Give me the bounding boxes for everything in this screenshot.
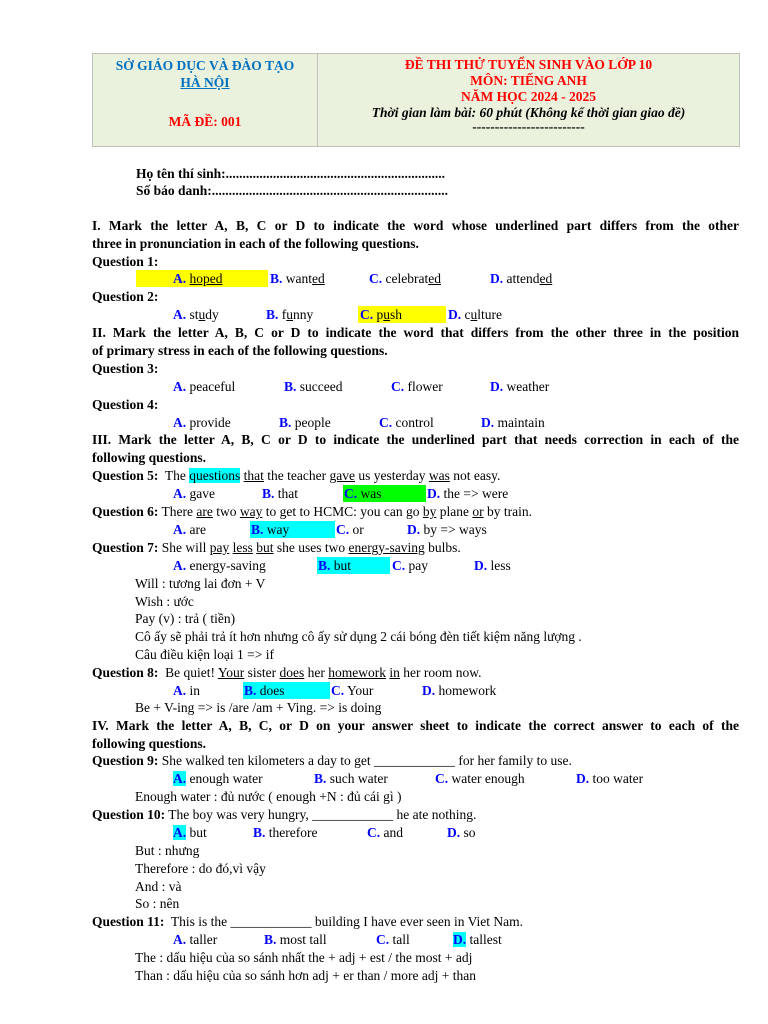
q11-note: Than : dấu hiệu của so sánh hơn adj + er than / more adj + than	[135, 968, 477, 983]
q4-option-b: B. people	[279, 415, 331, 430]
q6-option-a: A. are	[173, 522, 206, 537]
q7-option-c: C. pay	[392, 558, 428, 573]
q1-option-d: D. attended	[490, 271, 553, 286]
q7-note: Wish : ước	[135, 594, 194, 609]
question-1-label: Question 1:	[92, 254, 159, 269]
question-10: Question 10: The boy was very hungry, ____________ he ate nothing.	[92, 807, 477, 822]
q9-option-c: C. water enough	[435, 771, 525, 786]
q11-option-c: C. tall	[376, 932, 410, 947]
school-year: NĂM HỌC 2024 - 2025	[461, 89, 596, 104]
exam-time: Thời gian làm bài: 60 phút (Không kể thời gian giao đề)	[371, 105, 686, 120]
exam-title-block	[318, 54, 739, 146]
q11-option-b: B. most tall	[264, 932, 327, 947]
question-2-label: Question 2:	[92, 289, 159, 304]
section-3-heading: III. Mark the letter A, B, C or D to indicate the underlined part that needs correction in each of the	[92, 432, 739, 447]
header-dashes: -------------------------	[472, 119, 585, 134]
q7-option-b: B. but	[318, 558, 352, 573]
q4-option-a: A. provide	[173, 415, 231, 430]
department-city: HÀ NỘI	[180, 75, 230, 90]
q2-option-d: D. culture	[448, 307, 502, 322]
question-4-label: Question 4:	[92, 397, 159, 412]
q3-option-c: C. flower	[391, 379, 443, 394]
q8-option-b: B. does	[244, 683, 285, 698]
q10-note: And : và	[135, 879, 182, 894]
q5-option-b: B. that	[262, 486, 299, 501]
q6-option-d: D. by => ways	[407, 522, 487, 537]
q7-option-a: A. energy-saving	[173, 558, 266, 573]
q10-option-b: B. therefore	[253, 825, 318, 840]
q7-option-d: D. less	[474, 558, 511, 573]
q3-option-d: D. weather	[490, 379, 550, 394]
q5-option-c: C. was	[344, 486, 382, 501]
q5-option-a: A. gave	[173, 486, 215, 501]
candidate-id-line: Số báo danh:......................................................................	[136, 183, 449, 198]
q2-option-b: B. funny	[266, 307, 314, 322]
q8-note: Be + V-ing => is /are /am + Ving. => is doing	[135, 700, 382, 715]
q9-option-d: D. too water	[576, 771, 644, 786]
q7-note: Pay (v) : trả ( tiền)	[135, 611, 236, 626]
exam-code: MÃ ĐỀ: 001	[168, 114, 242, 129]
section-1-heading-cont: three in pronunciation in each of the following questions.	[92, 236, 419, 251]
department-name: SỞ GIÁO DỤC VÀ ĐÀO TẠO	[115, 58, 295, 73]
q10-option-c: C. and	[367, 825, 403, 840]
question-5: Question 5: The questions that the teacher gave us yesterday was not easy.	[92, 468, 501, 483]
q1-option-b: B. wanted	[270, 271, 325, 286]
q3-option-b: B. succeed	[284, 379, 343, 394]
q10-note: So : nên	[135, 896, 180, 911]
question-6: Question 6: There are two way to get to HCMC: you can go by plane or by train.	[92, 504, 532, 519]
section-4-heading-cont: following questions.	[92, 736, 207, 751]
q6-option-b: B. way	[251, 522, 290, 537]
department-block	[93, 54, 318, 146]
section-3-heading-cont: following questions.	[92, 450, 207, 465]
question-7: Question 7: She will pay less but she uses two energy-saving bulbs.	[92, 540, 461, 555]
q11-note: The : dấu hiệu của so sánh nhất the + adj + est / the most + adj	[135, 950, 473, 965]
q11-option-a: A. taller	[173, 932, 218, 947]
q5-option-d: D. the => were	[427, 486, 509, 501]
exam-header	[92, 53, 740, 147]
question-9: Question 9: She walked ten kilometers a day to get ____________ for her family to use.	[92, 753, 572, 768]
exam-title: ĐỀ THI THỬ TUYỂN SINH VÀO LỚP 10	[404, 57, 653, 72]
question-8: Question 8: Be quiet! Your sister does her homework in her room now.	[92, 665, 482, 680]
q8-option-a: A. in	[173, 683, 201, 698]
q7-note: Câu điều kiện loại 1 => if	[135, 647, 274, 662]
question-11: Question 11: This is the ____________ building I have ever seen in Viet Nam.	[92, 914, 524, 929]
q1-option-a: A. hoped	[173, 271, 223, 286]
q8-option-d: D. homework	[422, 683, 497, 698]
q6-option-c: C. or	[336, 522, 364, 537]
q4-option-c: C. control	[379, 415, 434, 430]
q1-option-c: C. celebrated	[369, 271, 441, 286]
q9-option-b: B. such water	[314, 771, 388, 786]
q10-note: But : nhưng	[135, 843, 200, 858]
q4-option-d: D. maintain	[481, 415, 545, 430]
section-2-heading-cont: of primary stress in each of the following questions.	[92, 343, 388, 358]
section-4-heading: IV. Mark the letter A, B, C, or D on your answer sheet to indicate the correct answer to each of the	[92, 718, 739, 733]
q2-option-c: C. push	[360, 307, 403, 322]
exam-subject: MÔN: TIẾNG ANH	[470, 73, 587, 88]
q9-option-a: A. enough water	[173, 771, 263, 786]
q10-option-d: D. so	[447, 825, 476, 840]
section-1-heading: I. Mark the letter A, B, C or D to indicate the word whose underlined part differs from the other	[92, 218, 739, 233]
q2-option-a: A. study	[173, 307, 219, 322]
q8-option-c: C. Your	[331, 683, 374, 698]
q10-option-a: A. but	[173, 825, 207, 840]
q7-note: Cô ấy sẽ phải trả ít hơn nhưng cô ấy sử dụng 2 cái bóng đèn tiết kiệm năng lượng .	[135, 629, 582, 644]
q9-note: Enough water : đủ nước ( enough +N : đủ cái gì )	[135, 789, 402, 804]
q3-option-a: A. peaceful	[173, 379, 236, 394]
q10-note: Therefore : do đó,vì vậy	[135, 861, 266, 876]
q7-note: Will : tương lai đơn + V	[135, 576, 266, 591]
question-3-label: Question 3:	[92, 361, 159, 376]
section-2-heading: II. Mark the letter A, B, C or D to indicate the word that differs from the other three in the position	[92, 325, 739, 340]
q11-option-d: D. tallest	[453, 932, 502, 947]
candidate-name-line: Họ tên thí sinh:.................................................................	[136, 166, 446, 181]
